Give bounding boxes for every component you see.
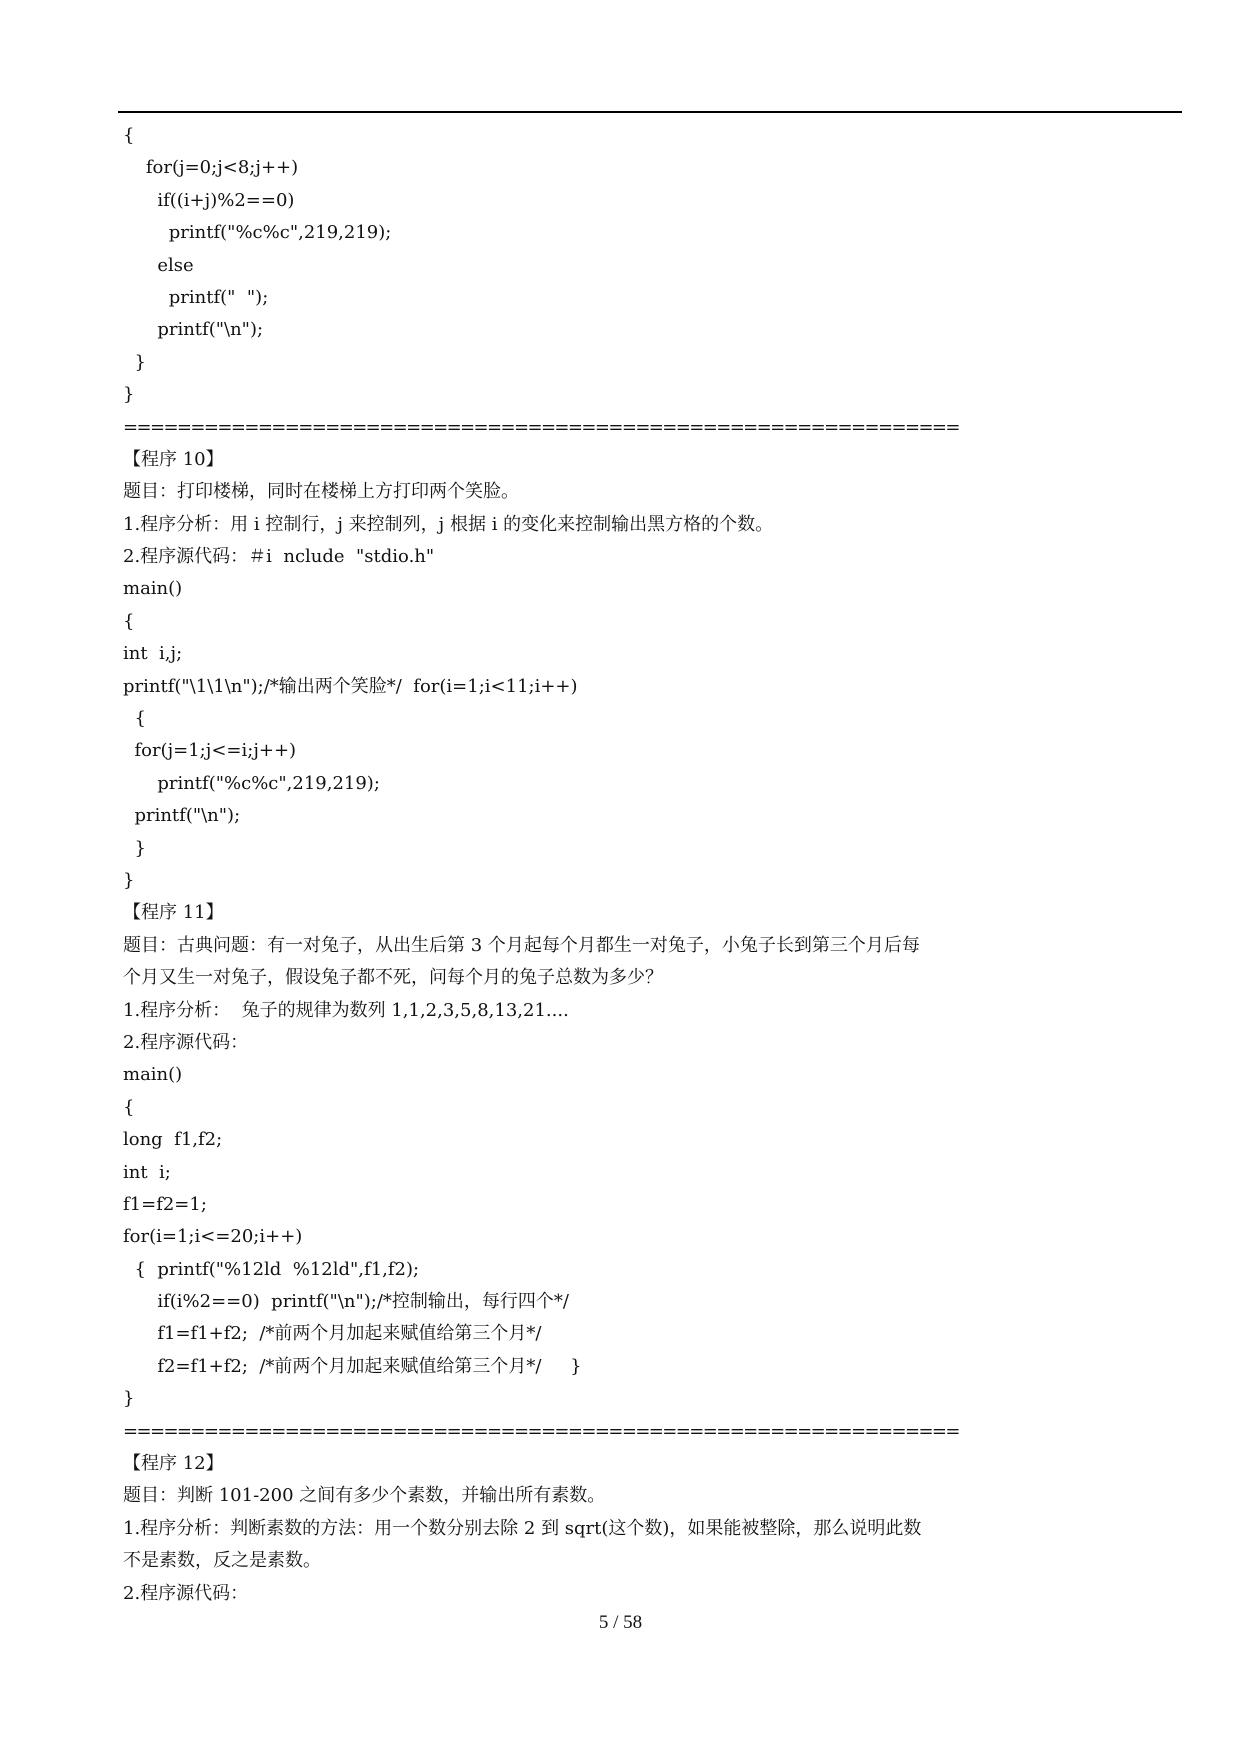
text-line: printf(" "); [123,286,269,308]
text-line: if((i+j)%2==0) [123,189,295,211]
section-heading: 【程序 11】 [123,902,224,924]
text-line: 2.程序源代码： [123,1582,249,1604]
text-line: 1.程序分析：判断素数的方法：用一个数分别去除 2 到 sqrt(这个数)，如果能被整除，那么说明此数 [123,1517,922,1539]
text-line: } [123,384,135,406]
text-line: main() [123,578,183,600]
text-line: long f1,f2; [123,1129,223,1151]
separator-line: ============================================================== [123,416,959,438]
text-line: else [123,254,194,276]
text-line: 2.程序源代码： [123,1031,249,1053]
text-line: 1.程序分析：用 i 控制行，j 来控制列，j 根据 i 的变化来控制输出黑方格的个数。 [123,513,774,535]
section-heading: 【程序 10】 [123,448,224,470]
text-line: 题目：打印楼梯，同时在楼梯上方打印两个笑脸。 [123,481,519,503]
text-line: 题目：古典问题：有一对兔子，从出生后第 3 个月起每个月都生一对兔子，小兔子长到第三个月后每 [123,934,920,956]
section-heading: 【程序 12】 [123,1453,224,1475]
text-line: main() [123,1064,183,1086]
header-rule [118,111,1182,113]
separator-line: ============================================================== [123,1420,959,1442]
page-number: 5 / 58 [598,1612,643,1633]
text-line: } [123,351,146,373]
text-line: { printf("%12ld %12ld",f1,f2); [123,1258,420,1280]
text-line: 题目：判断 101-200 之间有多少个素数，并输出所有素数。 [123,1485,606,1507]
text-line: f2=f1+f2; /*前两个月加起来赋值给第三个月*/ } [123,1355,582,1377]
text-line: { [123,1096,135,1118]
text-line: for(j=0;j<8;j++) [123,157,299,179]
text-line: printf("%c%c",219,219); [123,772,380,794]
text-line: f1=f2=1; [123,1193,207,1215]
text-line: } [123,1388,135,1410]
document-body [123,120,1123,1610]
text-line: printf("%c%c",219,219); [123,222,392,244]
text-line: { [123,610,135,632]
text-line: } [123,869,135,891]
text-line: 个月又生一对兔子，假设兔子都不死，问每个月的兔子总数为多少？ [123,967,663,989]
text-line: { [123,125,135,146]
text-line: if(i%2==0) printf("\n");/*控制输出，每行四个*/ [123,1291,569,1313]
text-line: } [123,837,146,859]
text-line: 2.程序源代码：＃i nclude "stdio.h" [123,546,435,568]
text-line: 1.程序分析： 兔子的规律为数列 1,1,2,3,5,8,13,21.... [123,999,569,1021]
text-line: int i; [123,1161,171,1183]
text-line: 不是素数，反之是素数。 [123,1550,321,1572]
text-line: f1=f1+f2; /*前两个月加起来赋值给第三个月*/ [123,1323,542,1345]
text-line: for(i=1;i<=20;i++) [123,1226,303,1248]
text-line: for(j=1;j<=i;j++) [123,740,297,762]
text-line: printf("\1\1\n");/*输出两个笑脸*/ for(i=1;i<11;i++) [123,675,578,697]
text-line: printf("\n"); [123,319,264,341]
text-line: printf("\n"); [123,805,241,827]
text-line: int i,j; [123,643,183,665]
text-line: { [123,708,146,730]
